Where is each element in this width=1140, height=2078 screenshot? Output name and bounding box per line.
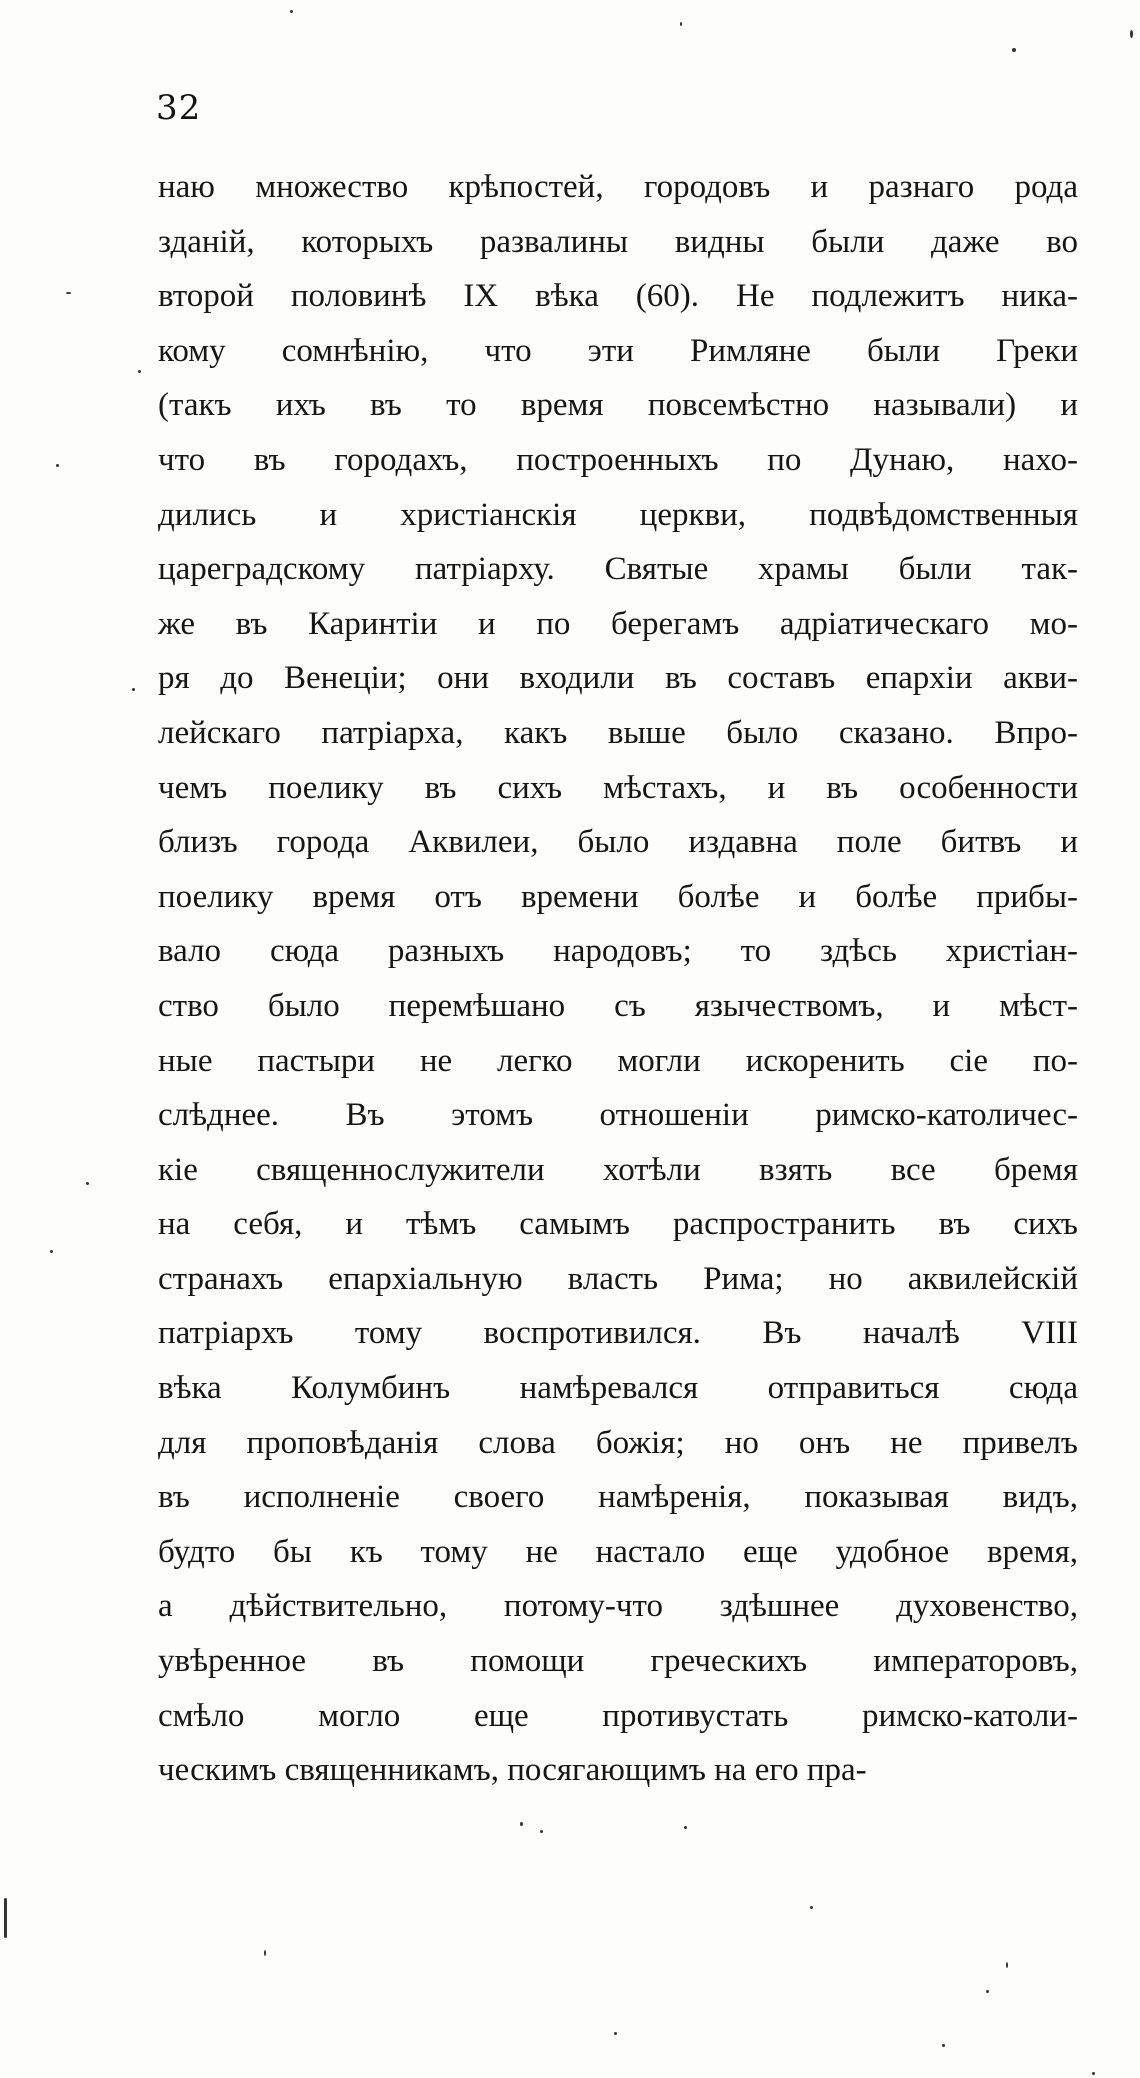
text-line: патріархъ тому воспротивился. Въ началѣ VIII <box>158 1315 1078 1352</box>
text-line: въ исполненіе своего намѣренія, показывая видъ, <box>158 1479 1078 1516</box>
text-line: вѣка Колумбинъ намѣревался отправиться сюда <box>158 1370 1078 1407</box>
speck <box>942 2044 945 2047</box>
text-line: же въ Каринтіи и по берегамъ адріатическаго мо- <box>158 605 1078 642</box>
speck <box>50 1250 53 1253</box>
speck <box>684 1826 687 1829</box>
speck <box>56 464 59 467</box>
speck <box>138 370 141 373</box>
text-line: вало сюда разныхъ народовъ; то здѣсь христіан- <box>158 933 1078 970</box>
speck <box>1012 48 1016 52</box>
text-line: лейскаго патріарха, какъ выше было сказано. Впро- <box>158 714 1078 751</box>
text-line: странахъ епархіальную власть Рима; но аквилейскій <box>158 1260 1078 1297</box>
text-line: а дѣйствительно, потому-что здѣшнее духовенство, <box>158 1588 1078 1625</box>
text-line: будто бы къ тому не настало еще удобное время, <box>158 1533 1078 1570</box>
speck <box>1092 2072 1095 2075</box>
text-line: зданій, которыхъ развалины видны были даже во <box>158 223 1078 260</box>
speck <box>290 10 293 13</box>
text-line: ство было перемѣшано съ язычествомъ, и мѣст- <box>158 987 1078 1024</box>
speck <box>86 1182 89 1185</box>
text-line: ческимъ священникамъ, посягающимъ на его пра- <box>158 1752 867 1789</box>
text-line: ря до Венеціи; они входили въ составъ епархіи акви- <box>158 660 1078 697</box>
speck <box>1130 30 1133 38</box>
text-line: наю множество крѣпостей, городовъ и разнаго рода <box>158 169 1078 205</box>
page-number: 32 <box>156 88 202 128</box>
text-line: второй половинѣ IX вѣка (60). Не подлежитъ ника- <box>158 278 1078 315</box>
text-line: слѣднее. Въ этомъ отношеніи римско-католичес- <box>158 1097 1078 1134</box>
speck <box>540 1830 543 1833</box>
speck <box>264 1950 266 1956</box>
text-line: для проповѣданія слова божія; но онъ не привелъ <box>158 1424 1078 1461</box>
text-line: кому сомнѣнію, что эти Римляне были Греки <box>158 332 1078 369</box>
text-line: на себя, и тѣмъ самымъ распространить въ сихъ <box>158 1206 1078 1243</box>
speck <box>810 1906 813 1909</box>
body-text <box>158 160 1078 1798</box>
speck <box>986 1990 989 1993</box>
speck <box>520 1822 523 1826</box>
text-line: увѣренное въ помощи греческихъ императоровъ, <box>158 1643 1078 1680</box>
text-line: (такъ ихъ въ то время повсемѣстно называли) и <box>158 387 1078 424</box>
text-line: смѣло могло еще противустать римско-католи- <box>158 1697 1078 1734</box>
text-line: чемъ поелику въ сихъ мѣстахъ, и въ особенности <box>158 769 1078 806</box>
speck <box>614 2032 617 2035</box>
speck <box>66 292 71 294</box>
text-line: кіе священнослужители хотѣли взять все бремя <box>158 1151 1078 1188</box>
speck <box>132 688 135 691</box>
text-line: ные пастыри не легко могли искоренить сіе по- <box>158 1042 1078 1079</box>
text-line: дились и христіанскія церкви, подвѣдомственныя <box>158 496 1078 533</box>
text-line: что въ городахъ, построенныхъ по Дунаю, нахо- <box>158 441 1078 478</box>
speck <box>4 1898 7 1938</box>
speck <box>1006 1962 1008 1968</box>
speck <box>680 22 682 26</box>
text-line: близъ города Аквилеи, было издавна поле битвъ и <box>158 824 1078 861</box>
text-line: цареградскому патріарху. Святые храмы были так- <box>158 551 1078 588</box>
text-line: поелику время отъ времени болѣе и болѣе прибы- <box>158 878 1078 915</box>
